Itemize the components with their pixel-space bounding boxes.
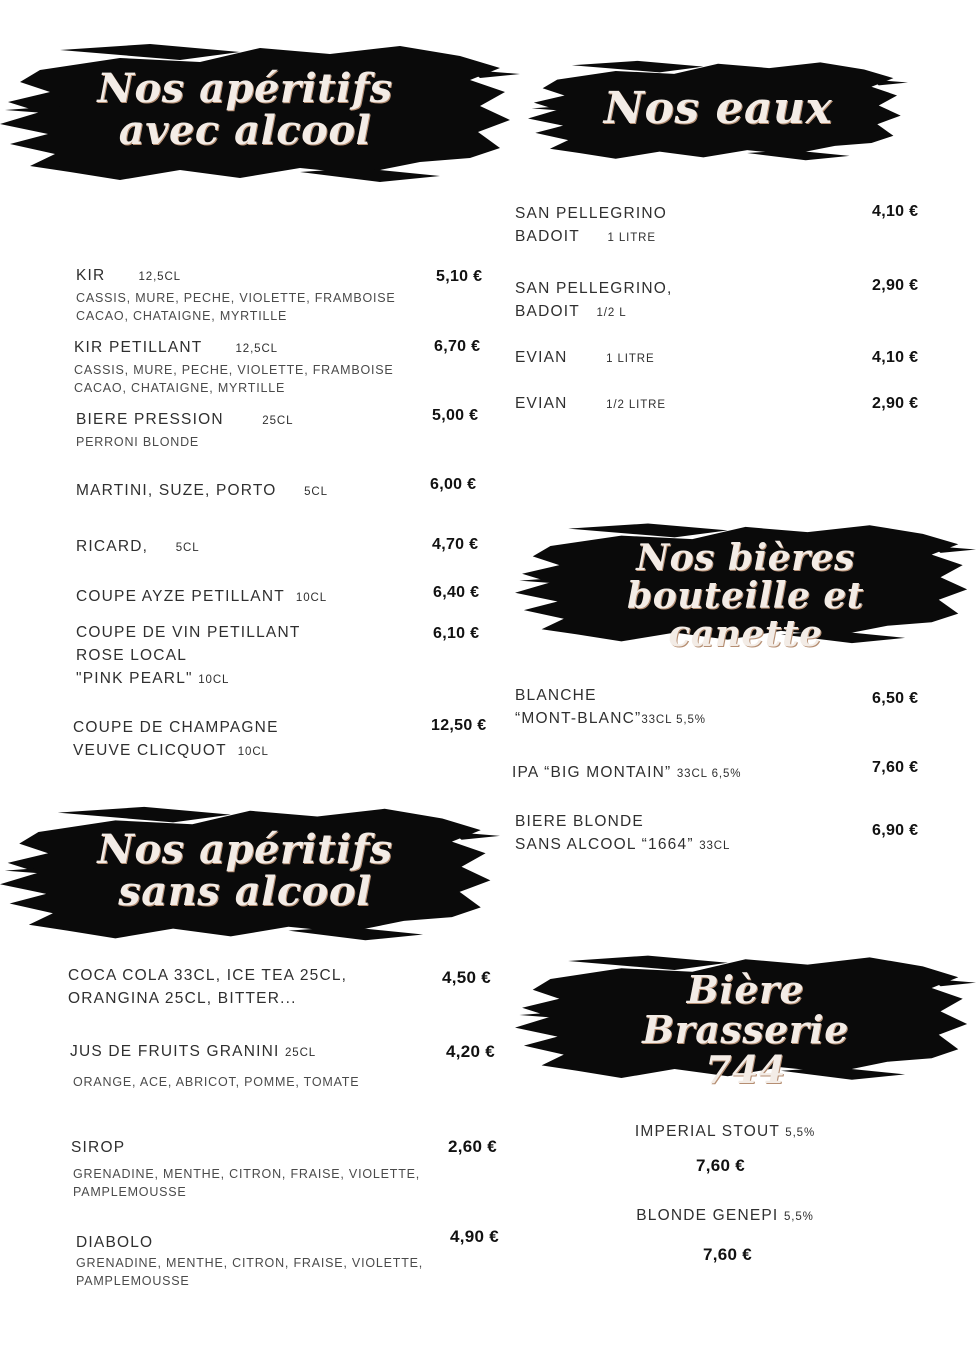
item-price: 2,90 € — [872, 395, 919, 412]
item-name: DIABOLO — [76, 1234, 154, 1251]
item-size: 33CL 5,5% — [641, 714, 706, 726]
list-item — [68, 964, 428, 1010]
section-title: Nos eaux — [603, 83, 833, 134]
item-size: 25CL — [285, 1047, 317, 1059]
item-size: 10CL — [237, 746, 269, 758]
item-size: 1/2 L — [596, 307, 627, 319]
item-name: KIR PETILLANT — [74, 339, 203, 356]
list-item — [76, 408, 416, 451]
item-size: 10CL — [295, 592, 328, 604]
item-price: 7,60 € — [872, 759, 919, 776]
section-title: Bière Brasserie 744 — [642, 967, 849, 1092]
list-item — [515, 392, 835, 417]
item-size: 5,5% — [785, 1127, 816, 1139]
item-price: 5,00 € — [432, 407, 479, 424]
item-name: SIROP — [71, 1139, 126, 1156]
heading-bieres — [515, 520, 976, 655]
item-name: COUPE DE CHAMPAGNE VEUVE CLICQUOT — [73, 719, 279, 759]
section-title: Nos apéritifs avec alcool — [97, 65, 393, 154]
item-price: 2,90 € — [872, 277, 919, 294]
item-name: KIR — [76, 267, 106, 284]
item-name: BLANCHE “MONT-BLANC” — [515, 687, 642, 727]
list-item — [73, 716, 413, 764]
item-size: 1 LITRE — [606, 353, 655, 365]
item-price: 5,10 € — [436, 268, 483, 285]
item-size: 5CL — [175, 542, 200, 554]
list-item — [76, 585, 416, 610]
item-size: 5,5% — [783, 1211, 814, 1223]
list-item — [76, 264, 416, 325]
item-price: 6,00 € — [430, 476, 477, 493]
list-item — [76, 535, 416, 560]
item-price: 7,60 € — [703, 1245, 753, 1264]
list-item — [515, 346, 835, 371]
item-size: 5CL — [304, 486, 328, 498]
list-item — [76, 1231, 446, 1290]
list-item — [515, 684, 845, 732]
heading-aperitifs-sans — [0, 803, 500, 948]
list-item — [71, 1136, 441, 1201]
item-price: 12,50 € — [431, 717, 487, 734]
item-description: CASSIS, MURE, PECHE, VIOLETTE, FRAMBOISE CACAO, CHATAIGNE, MYRTILLE — [76, 291, 396, 323]
item-size: 1 LITRE — [607, 232, 656, 244]
item-size: 33CL — [699, 840, 731, 852]
item-price: 4,70 € — [432, 536, 479, 553]
item-name: BIERE BLONDE SANS ALCOOL “1664” — [515, 813, 694, 853]
heading-brasserie — [515, 952, 976, 1092]
item-price: 4,50 € — [442, 968, 492, 987]
item-description: GRENADINE, MENTHE, CITRON, FRAISE, VIOLETTE, PAMPLEMOUSSE — [73, 1167, 421, 1199]
item-size: 33CL 6,5% — [676, 768, 742, 780]
list-item — [76, 621, 416, 692]
item-price: 4,90 € — [450, 1227, 500, 1246]
item-size: 12,5CL — [138, 271, 181, 283]
list-item — [512, 761, 852, 786]
item-name: IPA “BIG MONTAIN” — [512, 764, 672, 781]
item-size: 10CL — [198, 674, 230, 686]
item-name: COUPE AYZE PETILLANT — [76, 588, 285, 605]
item-description: CASSIS, MURE, PECHE, VIOLETTE, FRAMBOISE CACAO, CHATAIGNE, MYRTILLE — [74, 363, 394, 395]
item-price: 6,70 € — [434, 338, 481, 355]
list-item — [580, 1120, 870, 1145]
item-price: 2,60 € — [448, 1137, 498, 1156]
item-name: IMPERIAL STOUT — [634, 1123, 780, 1140]
item-price: 6,10 € — [433, 625, 480, 642]
item-size: 25CL — [262, 415, 294, 427]
heading-aperitifs-alcool — [0, 40, 520, 190]
item-size: 12,5CL — [235, 343, 278, 355]
item-description: GRENADINE, MENTHE, CITRON, FRAISE, VIOLETTE, PAMPLEMOUSSE — [76, 1256, 424, 1288]
list-item — [76, 479, 416, 504]
item-name: SAN PELLEGRINO, BADOIT — [515, 280, 673, 320]
item-name: COCA COLA 33CL, ICE TEA 25CL, ORANGINA 25CL, BITTER... — [68, 967, 348, 1007]
item-name: MARTINI, SUZE, PORTO — [76, 482, 277, 499]
item-description: PERRONI BLONDE — [76, 435, 200, 449]
list-item — [70, 1040, 430, 1091]
item-name: BLONDE GENEPI — [636, 1207, 779, 1224]
item-description: ORANGE, ACE, ABRICOT, POMME, TOMATE — [73, 1075, 360, 1089]
item-price: 6,40 € — [433, 584, 480, 601]
item-name: JUS DE FRUITS GRANINI — [70, 1043, 280, 1060]
list-item — [515, 202, 835, 250]
item-price: 6,90 € — [872, 822, 919, 839]
list-item — [580, 1204, 870, 1229]
section-title: Nos apéritifs sans alcool — [97, 826, 393, 915]
item-name: RICARD, — [76, 538, 149, 555]
item-size: 1/2 LITRE — [606, 399, 666, 411]
item-name: EVIAN — [515, 349, 568, 366]
item-name: SAN PELLEGRINO BADOIT — [515, 205, 668, 245]
list-item — [515, 277, 835, 325]
list-item — [515, 810, 845, 858]
item-price: 4,20 € — [446, 1042, 496, 1061]
item-name: EVIAN — [515, 395, 568, 412]
item-price: 4,10 € — [872, 349, 919, 366]
item-name: BIERE PRESSION — [76, 411, 224, 428]
item-price: 7,60 € — [696, 1156, 746, 1175]
item-price: 4,10 € — [872, 203, 919, 220]
item-price: 6,50 € — [872, 690, 919, 707]
item-name: COUPE DE VIN PETILLANT ROSE LOCAL "PINK PEARL" — [76, 624, 301, 687]
section-title: Nos bières bouteille et canette — [627, 537, 864, 655]
list-item — [74, 336, 414, 397]
heading-eaux — [528, 58, 908, 166]
